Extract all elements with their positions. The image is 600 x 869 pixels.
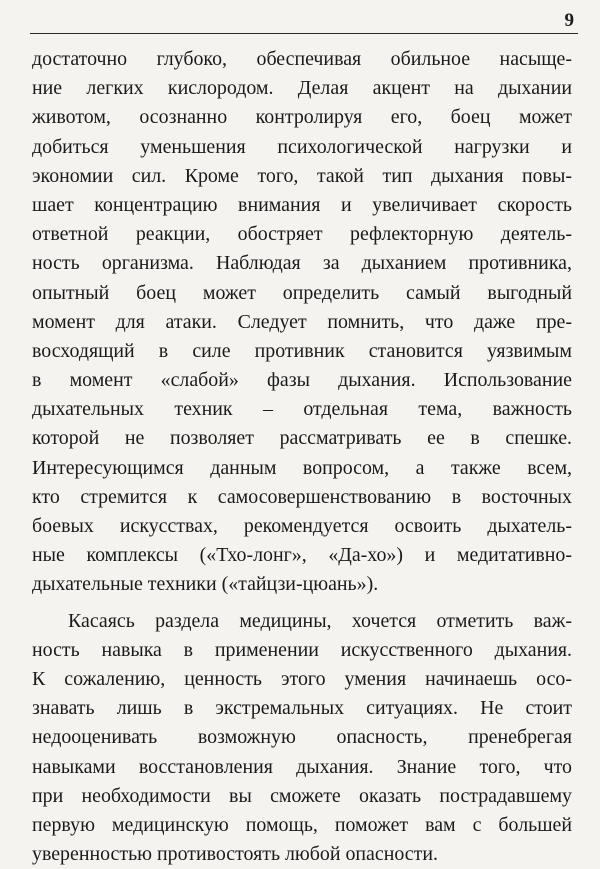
text-line: животом, осознанно контролируя его, боец может (32, 106, 572, 129)
text-line: дыхательных техник – отдельная тема, важность (32, 398, 572, 421)
text-line: ответной реакции, обостряет рефлекторную деятель- (32, 223, 572, 246)
text-line: достаточно глубоко, обеспечивая обильное насыще- (32, 48, 572, 70)
text-line: К сожалению, ценность этого умения начинаешь осо- (32, 667, 572, 690)
text-line: ные комплексы («Тхо-лонг», «Да-хо») и медитативно- (32, 544, 572, 567)
text-line: знавать лишь в экстремальных ситуациях. Не стоит (32, 697, 572, 720)
text-line: недооценивать возможную опасность, пренебрегая (32, 726, 572, 749)
text-line: первую медицинскую помощь, поможет вам с большей (32, 813, 572, 836)
text-line: добиться уменьшения психологической нагрузки и (32, 135, 572, 158)
text-line: момент для атаки. Следует помнить, что даже пре- (32, 310, 572, 333)
paragraph-2 (32, 607, 572, 869)
text-line: восходящий в силе противник становится уязвимым (32, 339, 572, 362)
text-line: дыхательные техники («тайцзи-цюань»). (32, 573, 379, 596)
text-line: опытный боец может определить самый выгодный (32, 281, 572, 304)
text-line: Интересующимся данным вопросом, а также всем, (32, 456, 572, 479)
text-line: в момент «слабой» фазы дыхания. Использование (32, 369, 572, 392)
text-line: кто стремится к самосовершенствованию в восточных (32, 485, 572, 508)
text-line: ность навыка в применении искусственного дыхания. (32, 638, 572, 661)
text-line: навыками восстановления дыхания. Знание того, что (32, 755, 572, 778)
text-line: которой не позволяет рассматривать ее в спешке. (32, 427, 572, 450)
body-text (32, 45, 572, 869)
text-line: Касаясь раздела медицины, хочется отметить важ- (68, 609, 572, 632)
page-number: 9 (564, 10, 574, 31)
text-line: ние легких кислородом. Делая акцент на дыхании (32, 77, 572, 100)
text-line: боевых искусствах, рекомендуется освоить дыхатель- (32, 515, 572, 537)
text-line: экономии сил. Кроме того, такой тип дыхания повы- (32, 164, 572, 187)
text-line: при необходимости вы сможете оказать пострадавшему (32, 784, 572, 807)
header-rule (30, 33, 578, 34)
paragraph-1 (32, 45, 572, 600)
text-line: шает концентрацию внимания и увеличивает скорость (32, 193, 572, 216)
text-line: уверенностью противостоять любой опасности. (32, 843, 438, 866)
text-line: ность организма. Наблюдая за дыханием противника, (32, 252, 572, 275)
paragraph-gap (32, 600, 572, 607)
